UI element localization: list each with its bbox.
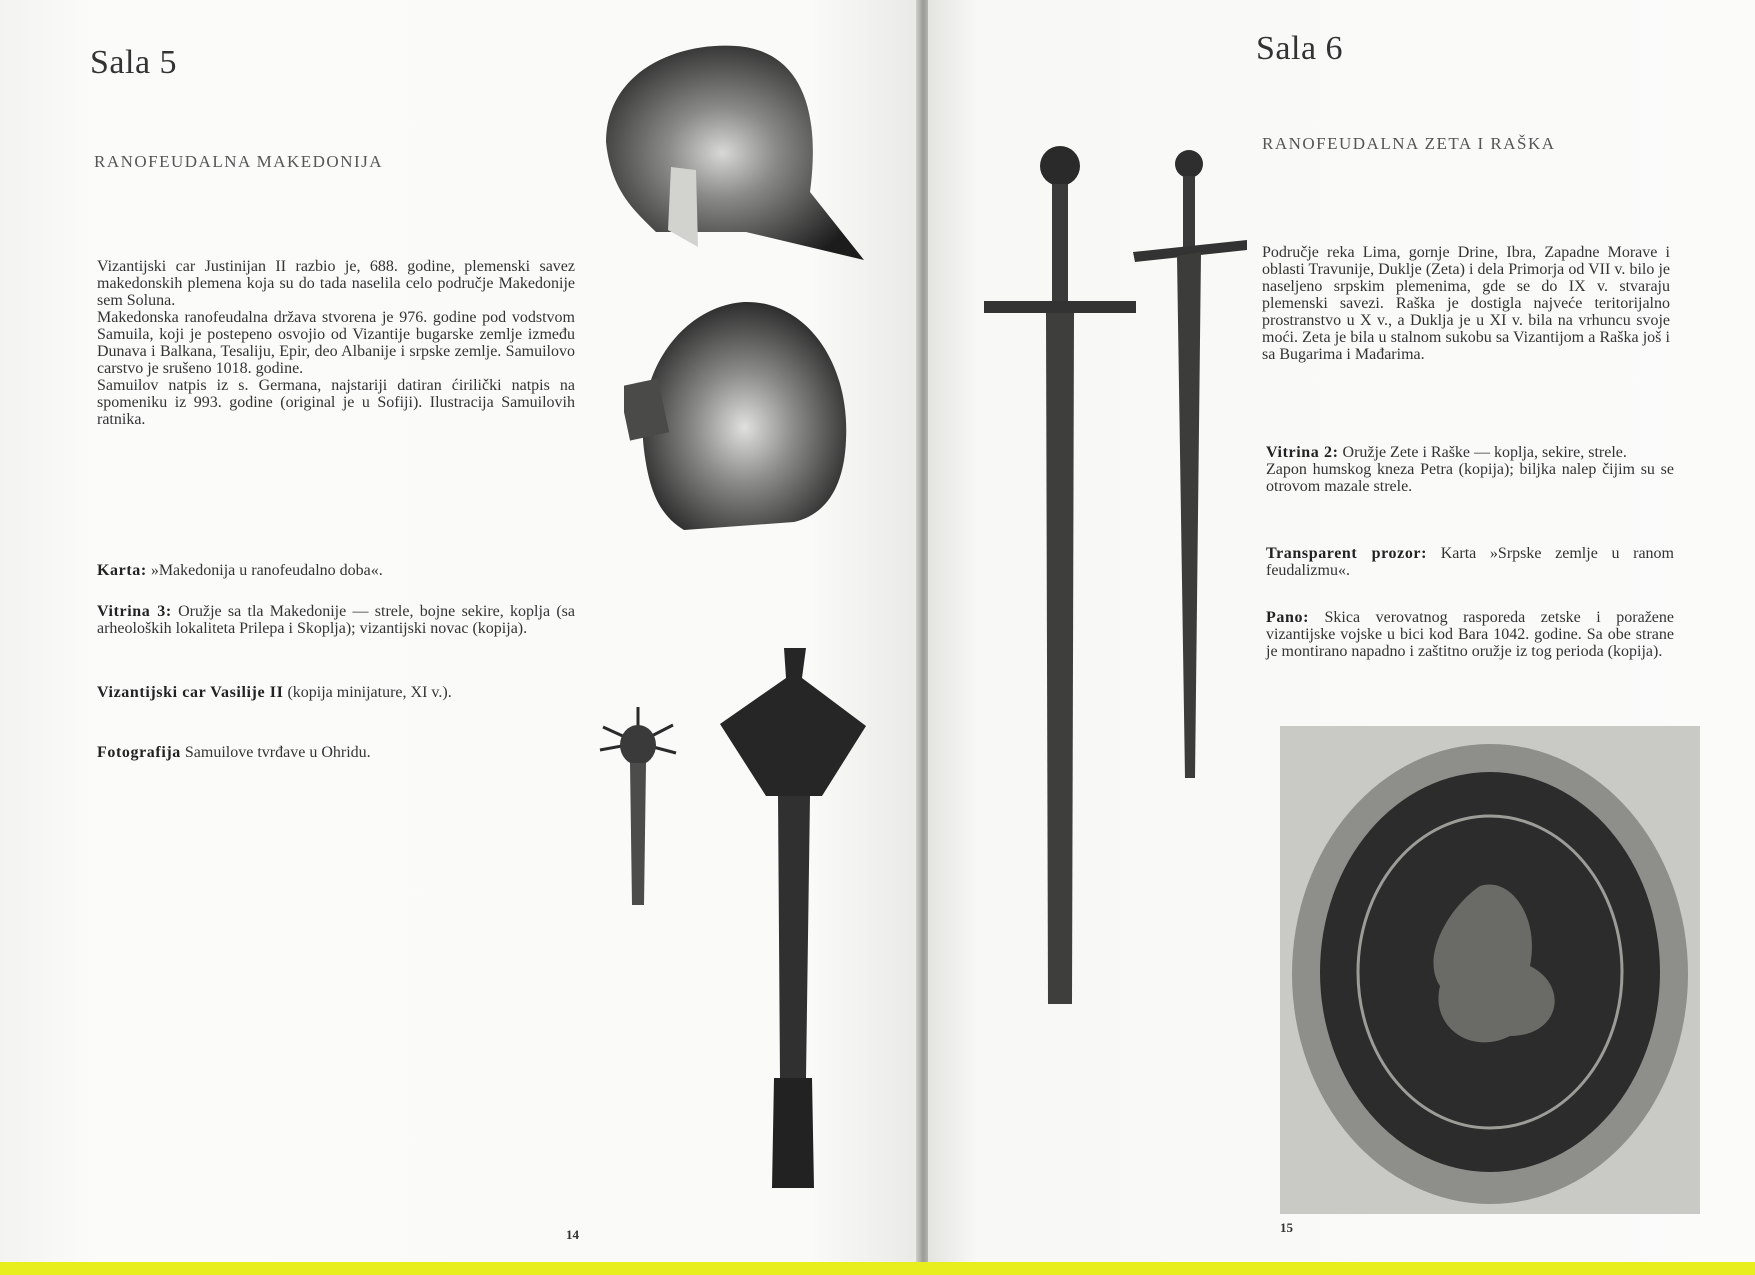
- paragraph: Makedonska ranofeudalna država stvorena je 976. godine pod vodstvom Samuila, koji je postepeno osvojio od Vizantije bugarske zemlje između Dunava i Balkana, Tesaliju, Epir, deo Albanije i srpske zemlje. Samuilovo carstvo je srušeno 1018. godine.: [97, 309, 575, 377]
- page-number: 14: [566, 1227, 579, 1242]
- body-text: [97, 258, 575, 428]
- helmet-image-top: [596, 42, 866, 264]
- item-vitrina: [1266, 444, 1674, 495]
- item-text: Samuilove tvrđave u Ohridu.: [184, 744, 371, 761]
- seal-image: [1280, 726, 1700, 1214]
- mace-image-large: [714, 648, 874, 1208]
- page-number: 15: [1280, 1220, 1293, 1235]
- item-text: Karta »Srpske zemlje u ranom feudalizmu«.: [1266, 545, 1674, 579]
- item-karta: [97, 562, 575, 579]
- item-text: Oružje sa tla Makedonije — strele, bojne sekire, koplja (sa arheoloških lokaliteta Prilepa i Skoplja); vizantijski novac (kopija).: [97, 603, 575, 637]
- hall-title: Sala 5: [90, 44, 178, 81]
- item-label: Transparent prozor:: [1266, 545, 1428, 562]
- item-pano: [1266, 609, 1674, 660]
- item-fotografija: [97, 744, 575, 761]
- sword-image-left: [980, 144, 1140, 1010]
- sword-image-right: [1131, 148, 1249, 783]
- item-text: »Makedonija u ranofeudalno doba«.: [150, 562, 383, 579]
- body-text: Područje reka Lima, gornje Drine, Ibra, Zapadne Morave i oblasti Travunije, Duklje (Zeta) i dela Primorja od VII v. bilo je naseljeno srpskim plemenima, gde se do IX v. stvaraju plemenski savezi. Raška je dostigla najveće teritorijalno prostranstvo u X v., a Duklja je u XI v. bila na vrhuncu svoje moći. Zeta je bila u stalnom sukobu sa Vizantijom a Raška još i sa Bugarima i Mađarima.: [1262, 244, 1670, 363]
- scan-edge-strip: [0, 1262, 1755, 1275]
- item-vasilije: [97, 684, 575, 701]
- right-page: [928, 0, 1755, 1262]
- paragraph: Samuilov natpis iz s. Germana, najstariji datiran ćirilički natpis na spomeniku iz 993. godine (original je u Sofiji). Ilustracija Samuilovih ratnika.: [97, 377, 575, 428]
- item-label: Karta:: [97, 562, 147, 579]
- paragraph: Vizantijski car Justinijan II razbio je, 688. godine, plemenski savez makedonskih plemena koja su do tada naselila celo područje Makedonije sem Soluna.: [97, 258, 575, 309]
- section-title: RANOFEUDALNA MAKEDONIJA: [94, 152, 384, 171]
- hall-title: Sala 6: [1256, 30, 1344, 67]
- mace-image-small: [598, 705, 678, 910]
- item-text: (kopija minijature, XI v.).: [287, 684, 452, 701]
- item-label: Pano:: [1266, 609, 1309, 626]
- item-transparent: [1266, 545, 1674, 579]
- helmet-image-bottom: [624, 300, 854, 532]
- section-title: RANOFEUDALNA ZETA I RAŠKA: [1262, 134, 1556, 153]
- item-label: Fotografija: [97, 744, 181, 761]
- item-label: Vitrina 3:: [97, 603, 172, 620]
- item-text: Skica verovatnog rasporeda zetske i poražene vizantijske vojske u bici kod Bara 1042. godine. Sa obe strane je montirano napadno i zaštitno oružje iz tog perioda (kopija).: [1266, 609, 1675, 660]
- item-label: Vizantijski car Vasilije II: [97, 684, 284, 701]
- item-text: Oružje Zete i Raške — koplja, sekire, strele.: [1342, 444, 1627, 461]
- item-label: Vitrina 2:: [1266, 444, 1339, 461]
- item-vitrina: [97, 603, 575, 637]
- item-extra: Zapon humskog kneza Petra (kopija); biljka nalep čijim su se otrovom mazale strele.: [1266, 461, 1674, 495]
